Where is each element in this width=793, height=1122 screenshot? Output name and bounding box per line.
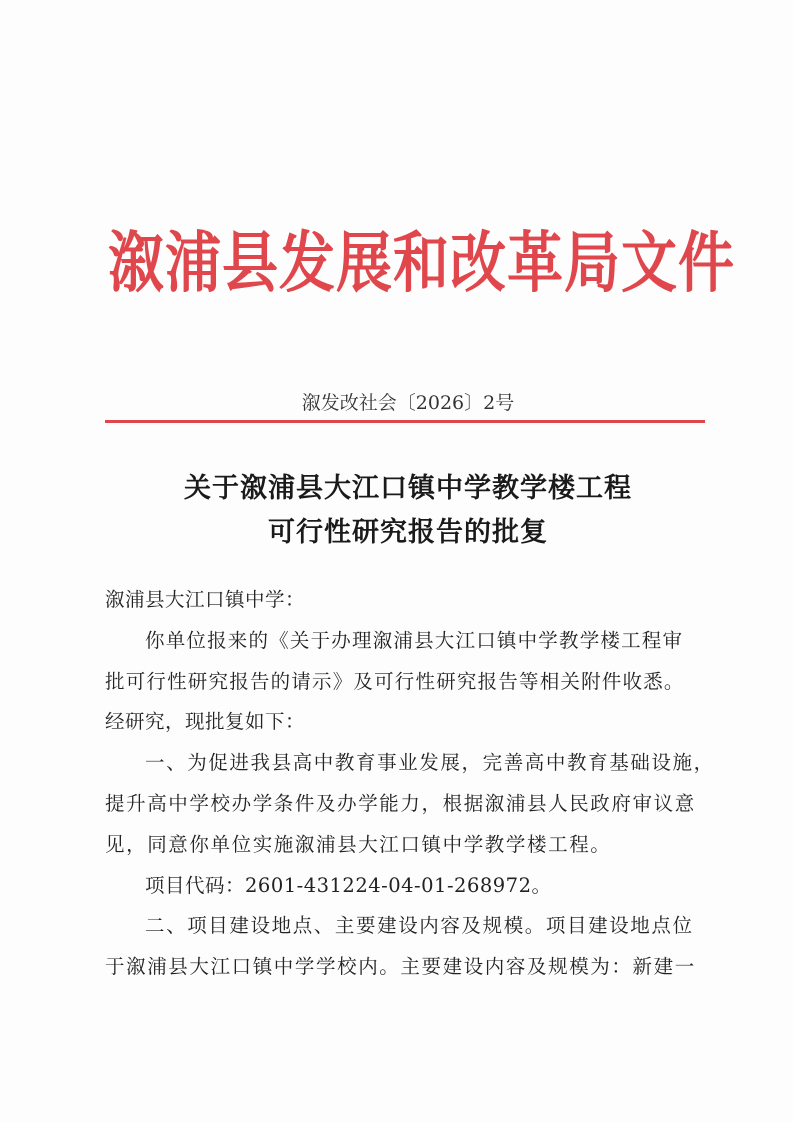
body-line: 你单位报来的《关于办理溆浦县大江口镇中学教学楼工程审 xyxy=(145,628,684,652)
body-line: 经研究，现批复如下： xyxy=(105,710,306,734)
red-divider-line xyxy=(105,420,705,423)
body-line: 提升高中学校办学条件及办学能力，根据溆浦县人民政府审议意 xyxy=(105,791,696,815)
addressee: 溆浦县大江口镇中学： xyxy=(105,588,306,611)
project-code-line: 项目代码：2601-431224-04-01-268972。 xyxy=(145,873,552,897)
document-body xyxy=(105,580,715,988)
document-title-line-2: 可行性研究报告的批复 xyxy=(268,517,548,548)
body-line: 批可行性研究报告的请示》及可行性研究报告等相关附件收悉。 xyxy=(105,669,685,693)
document-title-line-1: 关于溆浦县大江口镇中学教学楼工程 xyxy=(184,473,632,504)
body-line: 一、为促进我县高中教育事业发展，完善高中教育基础设施， xyxy=(145,751,715,775)
masthead-title: 溆浦县发展和改革局文件 xyxy=(108,225,735,303)
body-line: 见，同意你单位实施溆浦县大江口镇中学教学楼工程。 xyxy=(105,832,612,856)
document-number: 溆发改社会〔2026〕2号 xyxy=(301,392,515,414)
body-line: 于溆浦县大江口镇中学学校内。主要建设内容及规模为：新建一 xyxy=(105,955,696,979)
body-line: 二、项目建设地点、主要建设内容及规模。项目建设地点位 xyxy=(145,914,694,938)
